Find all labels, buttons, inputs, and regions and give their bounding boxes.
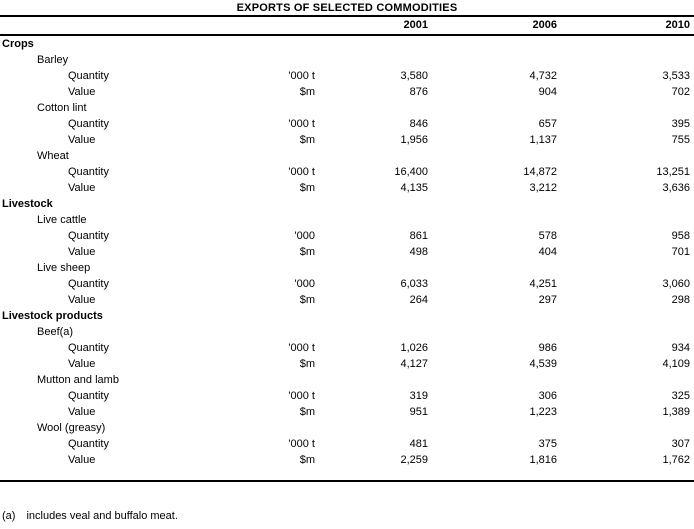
data-row — [0, 68, 694, 84]
value-cell-2006: 4,539 — [529, 358, 557, 370]
value-cell-2001: 4,127 — [400, 358, 428, 370]
value-cell-2001: 846 — [409, 118, 428, 130]
data-row — [0, 228, 694, 244]
value-cell-2006: 1,137 — [529, 134, 557, 146]
data-row — [0, 292, 694, 308]
data-row — [0, 180, 694, 196]
value-cell-2001: 4,135 — [400, 182, 428, 194]
year-header-row — [0, 16, 694, 35]
unit-cell: '000 — [294, 278, 315, 290]
value-cell-2010 — [557, 148, 694, 164]
value-cell-2006: 657 — [538, 118, 557, 130]
row-label: Value — [68, 86, 96, 98]
value-cell-2010 — [557, 260, 694, 276]
data-row — [0, 84, 694, 100]
value-cell-2001: 1,956 — [400, 134, 428, 146]
row-label: Live sheep — [37, 262, 91, 274]
value-cell-2001: 2,259 — [400, 454, 428, 466]
table-body — [0, 35, 694, 468]
row-label: Value — [68, 358, 96, 370]
value-cell-2006 — [428, 308, 557, 324]
unit-cell: '000 t — [288, 166, 315, 178]
value-cell-2006 — [428, 35, 557, 52]
value-cell-2001 — [315, 52, 428, 68]
value-cell-2006: 375 — [538, 438, 557, 450]
value-cell-2010: 934 — [671, 342, 690, 354]
column-header-2001: 2001 — [315, 16, 428, 35]
footnote-text: includes veal and buffalo meat. — [26, 510, 178, 522]
value-cell-2006: 4,251 — [529, 278, 557, 290]
value-cell-2001 — [315, 212, 428, 228]
value-cell-2001: 6,033 — [400, 278, 428, 290]
value-cell-2006 — [428, 148, 557, 164]
value-cell-2006: 1,223 — [529, 406, 557, 418]
value-cell-2006: 306 — [538, 390, 557, 402]
unit-cell — [228, 420, 315, 436]
value-cell-2001 — [315, 420, 428, 436]
column-header-2006: 2006 — [428, 16, 557, 35]
section-row — [0, 35, 694, 52]
row-label: Value — [68, 134, 96, 146]
value-cell-2006: 578 — [538, 230, 557, 242]
value-cell-2001: 951 — [409, 406, 428, 418]
value-cell-2010: 958 — [671, 230, 690, 242]
unit-cell — [228, 100, 315, 116]
unit-cell: '000 t — [288, 118, 315, 130]
value-cell-2010 — [557, 308, 694, 324]
value-cell-2010 — [557, 324, 694, 340]
data-row — [0, 356, 694, 372]
value-cell-2001 — [315, 196, 428, 212]
commodity-row — [0, 212, 694, 228]
row-label: Quantity — [68, 230, 109, 242]
value-cell-2006: 297 — [538, 294, 557, 306]
row-label: Value — [68, 182, 96, 194]
row-label: Mutton and lamb — [37, 374, 119, 386]
value-cell-2006: 986 — [538, 342, 557, 354]
row-label: Quantity — [68, 70, 109, 82]
value-cell-2006 — [428, 52, 557, 68]
row-label: Wheat — [37, 150, 69, 162]
data-row — [0, 404, 694, 420]
value-cell-2006 — [428, 196, 557, 212]
value-cell-2010: 325 — [671, 390, 690, 402]
unit-cell: $m — [299, 406, 315, 418]
row-label: Barley — [37, 54, 69, 66]
row-label: Livestock — [2, 198, 53, 210]
unit-cell: '000 t — [288, 438, 315, 450]
unit-cell — [228, 324, 315, 340]
section-row — [0, 308, 694, 324]
data-row — [0, 340, 694, 356]
value-cell-2010 — [557, 100, 694, 116]
unit-cell — [228, 212, 315, 228]
row-label: Crops — [2, 38, 34, 50]
value-cell-2010 — [557, 35, 694, 52]
value-cell-2010 — [557, 52, 694, 68]
value-cell-2001: 481 — [409, 438, 428, 450]
value-cell-2001 — [315, 260, 428, 276]
value-cell-2001 — [315, 324, 428, 340]
value-cell-2010: 1,389 — [662, 406, 690, 418]
row-label: Quantity — [68, 390, 109, 402]
section-row — [0, 196, 694, 212]
row-label: Quantity — [68, 118, 109, 130]
value-cell-2010 — [557, 212, 694, 228]
value-cell-2010: 307 — [671, 438, 690, 450]
column-header-2010: 2010 — [557, 16, 694, 35]
row-label: Quantity — [68, 342, 109, 354]
row-label: Quantity — [68, 278, 109, 290]
commodity-row — [0, 52, 694, 68]
commodity-row — [0, 100, 694, 116]
unit-cell — [228, 196, 315, 212]
value-cell-2001 — [315, 308, 428, 324]
commodity-row — [0, 372, 694, 388]
commodity-row — [0, 260, 694, 276]
row-label: Wool (greasy) — [37, 422, 106, 434]
value-cell-2001: 16,400 — [394, 166, 428, 178]
value-cell-2010: 701 — [671, 246, 690, 258]
value-cell-2006 — [428, 420, 557, 436]
value-cell-2010: 702 — [671, 86, 690, 98]
row-label: Value — [68, 454, 96, 466]
value-cell-2006: 904 — [538, 86, 557, 98]
unit-cell: $m — [299, 182, 315, 194]
value-cell-2010: 3,636 — [662, 182, 690, 194]
data-row — [0, 388, 694, 404]
unit-cell: '000 t — [288, 70, 315, 82]
value-cell-2010: 3,533 — [662, 70, 690, 82]
footnote — [0, 510, 694, 523]
label-column-header — [0, 16, 228, 35]
row-label: Quantity — [68, 438, 109, 450]
value-cell-2006 — [428, 372, 557, 388]
unit-cell: '000 t — [288, 390, 315, 402]
row-label: Value — [68, 246, 96, 258]
value-cell-2010: 755 — [671, 134, 690, 146]
value-cell-2001: 319 — [409, 390, 428, 402]
row-label: Quantity — [68, 166, 109, 178]
commodity-row — [0, 324, 694, 340]
row-label: Beef(a) — [37, 326, 74, 338]
unit-cell — [228, 260, 315, 276]
unit-cell — [228, 35, 315, 52]
row-label: Livestock products — [2, 310, 103, 322]
value-cell-2006: 1,816 — [529, 454, 557, 466]
data-row — [0, 132, 694, 148]
value-cell-2001: 498 — [409, 246, 428, 258]
value-cell-2010: 298 — [671, 294, 690, 306]
value-cell-2006 — [428, 260, 557, 276]
value-cell-2010 — [557, 420, 694, 436]
bottom-rule — [0, 480, 694, 482]
unit-cell: $m — [299, 358, 315, 370]
value-cell-2010: 13,251 — [656, 166, 690, 178]
unit-cell — [228, 148, 315, 164]
value-cell-2006: 14,872 — [523, 166, 557, 178]
value-cell-2001 — [315, 372, 428, 388]
commodity-row — [0, 420, 694, 436]
value-cell-2001 — [315, 148, 428, 164]
value-cell-2006 — [428, 100, 557, 116]
value-cell-2001: 1,026 — [400, 342, 428, 354]
value-cell-2006: 3,212 — [529, 182, 557, 194]
value-cell-2010: 395 — [671, 118, 690, 130]
row-label: Live cattle — [37, 214, 87, 226]
value-cell-2010: 3,060 — [662, 278, 690, 290]
value-cell-2010: 4,109 — [662, 358, 690, 370]
value-cell-2006: 404 — [538, 246, 557, 258]
value-cell-2010 — [557, 372, 694, 388]
row-label: Value — [68, 406, 96, 418]
exports-table — [0, 15, 694, 468]
unit-cell: $m — [299, 454, 315, 466]
value-cell-2001: 861 — [409, 230, 428, 242]
value-cell-2001: 876 — [409, 86, 428, 98]
unit-cell: '000 — [294, 230, 315, 242]
table-title: EXPORTS OF SELECTED COMMODITIES — [236, 2, 458, 14]
value-cell-2001: 264 — [409, 294, 428, 306]
value-cell-2006 — [428, 324, 557, 340]
unit-cell: $m — [299, 86, 315, 98]
value-cell-2006 — [428, 212, 557, 228]
row-label: Value — [68, 294, 96, 306]
footnote-marker: (a) — [2, 510, 16, 522]
value-cell-2006: 4,732 — [529, 70, 557, 82]
unit-cell — [228, 308, 315, 324]
unit-cell: $m — [299, 246, 315, 258]
value-cell-2001 — [315, 100, 428, 116]
data-row — [0, 452, 694, 468]
row-label: Cotton lint — [37, 102, 87, 114]
data-row — [0, 164, 694, 180]
unit-cell — [228, 52, 315, 68]
unit-cell: $m — [299, 294, 315, 306]
data-row — [0, 276, 694, 292]
value-cell-2001 — [315, 35, 428, 52]
unit-cell: $m — [299, 134, 315, 146]
value-cell-2010: 1,762 — [662, 454, 690, 466]
value-cell-2010 — [557, 196, 694, 212]
data-row — [0, 436, 694, 452]
unit-cell: '000 t — [288, 342, 315, 354]
data-row — [0, 116, 694, 132]
unit-column-header — [228, 16, 315, 35]
unit-cell — [228, 372, 315, 388]
value-cell-2001: 3,580 — [400, 70, 428, 82]
data-row — [0, 244, 694, 260]
commodity-row — [0, 148, 694, 164]
